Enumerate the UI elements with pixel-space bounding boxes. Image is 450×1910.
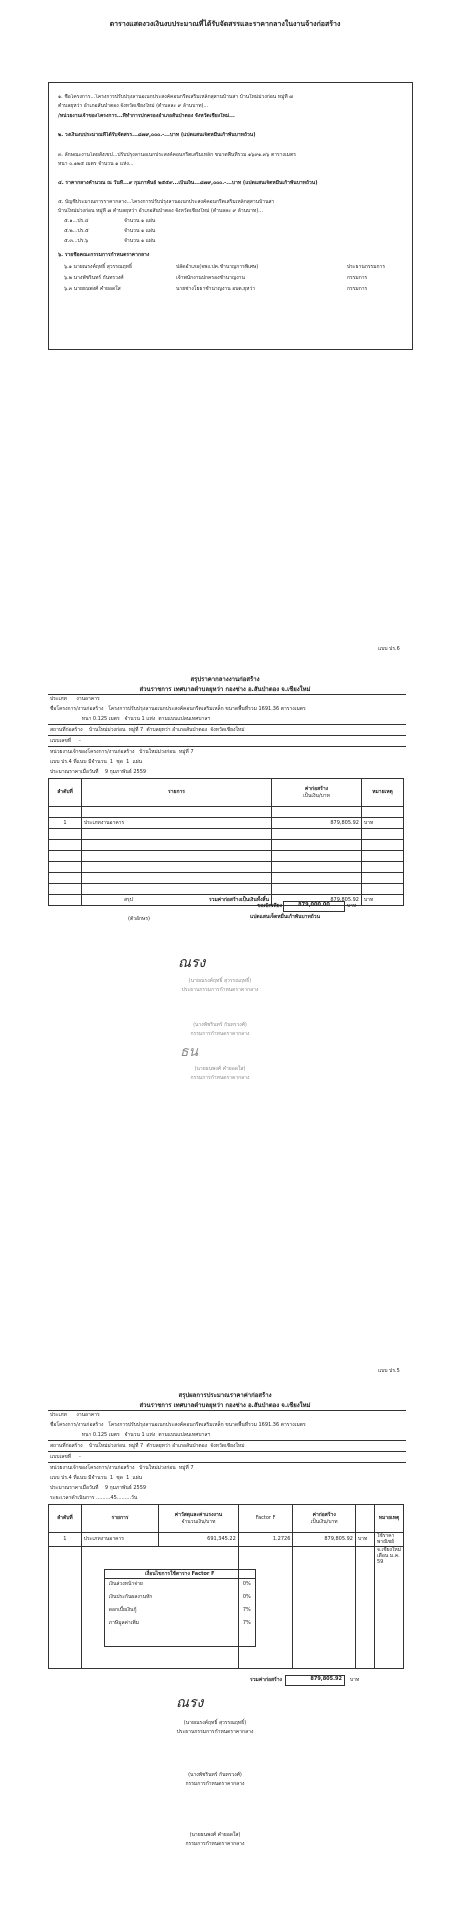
factor-condition: เงินล่วงหน้าจ่าย 0% [108, 1580, 251, 1587]
col-item-header: รายการ [81, 1505, 158, 1533]
form-tag-pr5: แบบ ปร.5 [378, 1368, 400, 1374]
pr5-table [48, 1504, 404, 1669]
round-unit: บาท [347, 903, 357, 909]
pr5-subtitle: ส่วนราชการ เทศบาลตำบลยุหว่า กองช่าง อ.สันป่าตอง จ.เชียงใหม่ [139, 1402, 311, 1409]
item-5-line1: ๕. บัญชีประมาณการราคากลาง...โครงการปรับปรุงลานอเนกประสงค์คอนกรีตเสริมเหล็กสุสานบ้านสา [58, 199, 275, 205]
signer-role: ประธานกรรมการกำหนดราคากลาง [176, 1729, 254, 1735]
col-note-header: หมายเหตุ [362, 779, 404, 807]
pr5-info: หน่วยงานเจ้าของโครงการ/งานก่อสร้าง บ้านใหม่ม่วงก่อน หมู่ที่ 7 [50, 1465, 194, 1471]
signer-name: (นายณรงค์ฤทธิ์ สุวรรณฤทธิ์) [183, 1720, 247, 1726]
pr5-total-label: รวมค่าก่อสร้าง [250, 1677, 282, 1683]
total-row: สรุป รวมค่าก่อสร้างเป็นเงินทั้งสิ้น 879,805.92 บาท [49, 895, 404, 906]
pr5-info: หนา 0.125 เมตร จำนวน 1 แห่ง ตามแบบแปลนเทศบาลฯ [50, 1432, 211, 1438]
factor-condition: ภาษีมูลค่าเพิ่ม 7% [108, 1619, 251, 1626]
signer-name: (นายณรงค์ฤทธิ์ สุวรรณฤทธิ์) [188, 978, 252, 984]
signer-role: กรรมการกำหนดราคากลาง [190, 1031, 250, 1037]
col-factor-header: Factor F [238, 1505, 293, 1533]
pr6-info: แบบเลขที่ - [50, 738, 81, 744]
factor-box-title: เงื่อนไขการใช้ตาราง Factor F [105, 1570, 255, 1579]
committee-role: กรรมการ [347, 286, 368, 292]
page1-title: ตารางแสดงวงเงินงบประมาณที่ได้รับจัดสรรและราคากลางในงานจ้างก่อสร้าง [109, 20, 341, 28]
pr6-info: หนา 0.125 เมตร จำนวน 1 แห่ง ตามแบบแปลนเทศบาลฯ [50, 716, 211, 722]
round-value: 879,000.00 [283, 901, 345, 912]
committee-name: ๖.๑ นายณรงค์ฤทธิ์ สุวรรณฤทธิ์ [64, 264, 133, 270]
committee-role: ประธานกรรมการ [347, 264, 386, 270]
committee-name: ๖.๓ นายธนพงศ์ คำยอดใส [64, 286, 121, 292]
sub-item-code: ๕.๒...ปร.๕ [64, 228, 89, 234]
table-row: 1 ประเภทงานอาคาร 691,345.22 1.2726 879,805.92 บาท ใช้ราคาพาณิชย์ [49, 1533, 404, 1547]
pr6-info: แบบ ปร.4 ที่แนบ มีจำนวน 1 ชุด 1 แผ่น [50, 759, 143, 765]
signature-mark: ณรง [178, 955, 206, 971]
table-row: 1 ประเภทงานอาคาร 879,805.92 บาท [49, 818, 404, 829]
pr5-info: ชื่อโครงการ/งานก่อสร้าง โครงการปรับปรุงลานอเนกประสงค์คอนกรีตเสริมเหล็ก ขนาดพื้นที่รวม 1691.36 ตารางเมตร [50, 1422, 306, 1428]
col-cost-header: ค่าก่อสร้าง เป็นเงิน/บาท [272, 779, 362, 807]
pr6-subtitle: ส่วนราชการ เทศบาลตำบลยุหว่า กองช่าง อ.สันป่าตอง จ.เชียงใหม่ [139, 686, 311, 693]
pr5-title: สรุปผลการประมาณราคาค่าก่อสร้าง [178, 1392, 272, 1399]
signer-name: (นางพัชรินทร์ กันทรวงศ์) [193, 1022, 247, 1028]
item-5-line2: บ้านใหม่ม่วงก่อน หมู่ที่ ๗ ตำบลยุหว่า อำเภอสันป่าตอง จังหวัดเชียงใหม่ (ตำบลละ ๙ ล้านบาท)... [58, 208, 264, 214]
col-no-header: ลำดับที่ [49, 779, 82, 807]
signer-role: ประธานกรรมการกำหนดราคากลาง [181, 987, 259, 993]
sub-item-code: ๕.๓...ปร.๖ [64, 238, 89, 244]
col-build-header: ค่าก่อสร้าง เป็นเงิน/บาท [293, 1505, 356, 1533]
item-4-price: ๔. ราคากลางคำนวณ ณ วันที่...๙ กุมภาพันธ์ ๒๕๕๙...เป็นเงิน...๘๗๙,๐๐๐.-...บาท (แปดแสนเจ็ดหมื่นเก้าพันบาทถ้วน) [58, 180, 318, 186]
committee-role: กรรมการ [347, 275, 368, 281]
item-2-budget: ๒. วงเงินงบประมาณที่ได้รับจัดสรร...๘๗๙,๐๐๐.-...บาท (แปดแสนเจ็ดหมื่นเก้าพันบาทถ้วน) [58, 132, 256, 138]
pr6-info: สถานที่ก่อสร้าง บ้านใหม่ม่วงก่อน หมู่ที่ 7 ตำบลยุหว่า อำเภอสันป่าตอง จังหวัดเชียงใหม่ [50, 727, 245, 733]
pr6-info: หน่วยงานเจ้าของโครงการ/งานก่อสร้าง บ้านใหม่ม่วงก่อน หมู่ที่ 7 [50, 749, 194, 755]
col-item-header: รายการ [82, 779, 272, 807]
pr6-table [48, 778, 404, 906]
pr5-total-unit: บาท [350, 1677, 360, 1683]
pr5-info: ประมาณราคาเมื่อวันที่ 9 กุมภาพันธ์ 2559 [50, 1485, 147, 1491]
pr5-info: แบบเลขที่ - [50, 1454, 81, 1460]
committee-heading: ๖. รายชื่อคณะกรรมการกำหนดราคากลาง [58, 252, 150, 258]
committee-name: ๖.๒ นางพัชรินทร์ กันทรวงศ์ [64, 275, 124, 281]
signature-mark: ณรง [176, 1695, 204, 1711]
pr5-info: สถานที่ก่อสร้าง บ้านใหม่ม่วงก่อน หมู่ที่ 7 ตำบลยุหว่า อำเภอสันป่าตอง จังหวัดเชียงใหม่ [50, 1443, 245, 1449]
col-note-header: หมายเหตุ [374, 1505, 403, 1533]
sub-item-qty: จำนวน ๑ แผ่น [124, 238, 156, 244]
form-tag-pr6: แบบ ปร.6 [378, 646, 400, 652]
signer-name: (นางพัชรินทร์ กันทรวงศ์) [188, 1772, 242, 1778]
factor-condition: ดอกเบี้ยเงินกู้ 7% [108, 1606, 251, 1613]
pr5-info: ประเภท งานอาคาร [50, 1412, 100, 1418]
item-3-line1: ๓. ลักษณะงานโดยสังเขป...ปรับปรุงลานอเนกประสงค์คอนกรีตเสริมเหล็ก ขนาดพื้นที่รวม ๑๖๙๑.๓๖ ตารางเมตร [58, 152, 296, 158]
committee-position: ปลัดอำเภอ(จพง.ปค.ชำนาญการพิเศษ) [176, 264, 259, 270]
summary-box [48, 82, 413, 350]
sub-item-qty: จำนวน ๑ แผ่น [124, 228, 156, 234]
item-1-line1: ๑. ชื่อโครงการ...โครงการปรับปรุงลานอเนกประสงค์คอนกรีตเสริมเหล็กสุสานบ้านสา บ้านใหม่ม่วงก่อน หมู่ที่ ๗ [58, 94, 294, 100]
pr5-total-value: 879,805.92 [285, 1675, 345, 1686]
committee-position: นายช่างโยธาชำนาญงาน อบต.ยุหว่า [176, 286, 256, 292]
pr5-info: แบบ ปร.4 ที่แนบ มีจำนวน 1 ชุด 1 แผ่น [50, 1475, 143, 1481]
sub-item-qty: จำนวน ๑ แผ่น [124, 218, 156, 224]
amount-words: แปดแสนเจ็ดหมื่นเก้าพันบาทถ้วน [250, 914, 321, 920]
table-body-space: เงื่อนไขการใช้ตาราง Factor F เงินล่วงหน้าจ่าย 0% เงินประกันผลงานหัก 0% ดอกเบี้ยเงินกู้ 7% ภาษีมูลค่าเพิ่ม 7% จ.เชียงใหม่ เดือน ม.ค. 59 [49, 1546, 404, 1668]
round-label: ขอเบิกเพียง [257, 903, 282, 909]
committee-position: เจ้าพนักงานปกครองชำนาญงาน [176, 275, 245, 281]
pr6-info: ประมาณราคาเมื่อวันที่ 9 กุมภาพันธ์ 2559 [50, 769, 147, 775]
factor-condition: เงินประกันผลงานหัก 0% [108, 1593, 251, 1600]
signer-role: กรรมการกำหนดราคากลาง [185, 1781, 245, 1787]
pr6-info: ประเภท งานอาคาร [50, 696, 100, 702]
item-1-line2: ตำบลยุหว่า อำเภอสันป่าตอง จังหวัดเชียงใหม่ (ตำบลละ ๙ ล้านบาท)... [58, 103, 209, 109]
signature-mark: ธน [180, 1044, 199, 1060]
item-1-owner: /หน่วยงานเจ้าของโครงการ...ที่ทำการปกครองอำเภอสันป่าตอง จังหวัดเชียงใหม่... [58, 113, 235, 119]
signer-role: กรรมการกำหนดราคากลาง [185, 1841, 245, 1847]
amount-words-caption: (ตัวอักษร) [128, 916, 150, 922]
signer-name: (นายธนพงศ์ คำยอดใส) [189, 1832, 241, 1838]
col-no-header: ลำดับที่ [49, 1505, 82, 1533]
pr5-info: ระยะเวลาดำเนินการ .........45.........วัน [50, 1495, 138, 1501]
pr6-title: สรุปราคากลางงานก่อสร้าง [190, 676, 260, 683]
signer-name: (นายธนพงศ์ คำยอดใส) [194, 1066, 246, 1072]
item-3-line2: หนา ๐.๑๒๕ เมตร จำนวน ๑ แห่ง... [58, 161, 134, 167]
signer-role: กรรมการกำหนดราคากลาง [190, 1075, 250, 1081]
pr6-info: ชื่อโครงการ/งานก่อสร้าง โครงการปรับปรุงลานอเนกประสงค์คอนกรีตเสริมเหล็ก ขนาดพื้นที่รวม 1691.36 ตารางเมตร [50, 706, 306, 712]
col-material-header: ค่าวัสดุและค่าแรงงาน จำนวนเงิน/บาท [159, 1505, 239, 1533]
sub-item-code: ๕.๑...ปร.๔ [64, 218, 89, 224]
